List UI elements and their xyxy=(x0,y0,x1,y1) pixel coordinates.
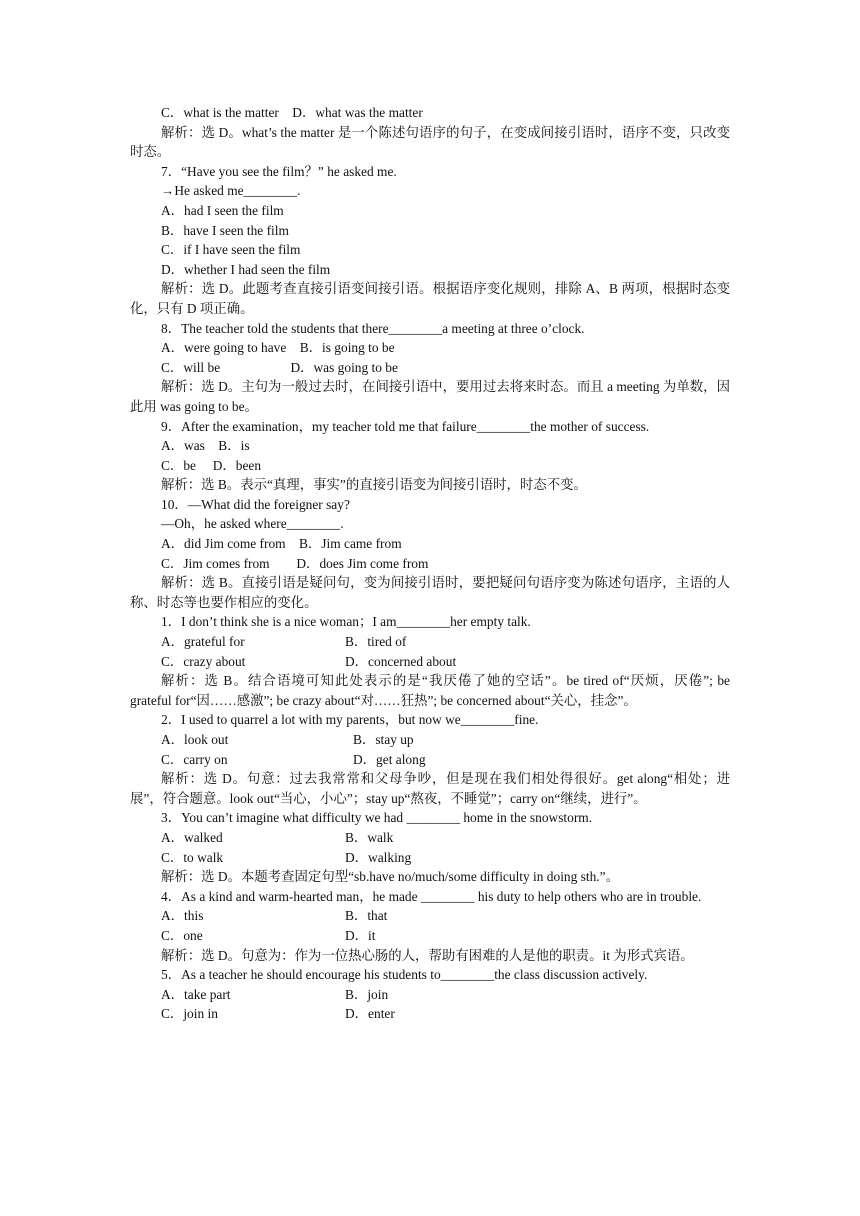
text-paragraph: 解析：选 B。直接引语是疑问句，变为间接引语时，要把疑问句语序变为陈述句语序，主语的人称、时态等也要作相应的变化。 xyxy=(130,575,730,610)
option-row xyxy=(130,985,730,1005)
option-right: B．join xyxy=(345,986,389,1002)
text-paragraph: 解析：选 D。此题考查直接引语变间接引语。根据语序变化规则，排除 A、B 两项，根据时态变化，只有 D 项正确。 xyxy=(130,281,730,316)
text-line: 8．The teacher told the students that there________a meeting at three o’clock. xyxy=(161,320,585,336)
option-left: C．join in xyxy=(161,1006,218,1022)
text-paragraph: 解析：选 D。句意：过去我常常和父母争吵，但是现在我们相处得很好。get along“相处；进展”，符合题意。look out“当心，小心”；stay up“熬夜，不睡觉”；carry on“继续，进行”。 xyxy=(130,771,730,806)
text-paragraph: 解析：选 D。主句为一般过去时，在间接引语中，要用过去将来时态。而且 a meeting 为单数，因此用 was going to be。 xyxy=(130,379,730,414)
option-row xyxy=(130,652,730,672)
option-left: C．one xyxy=(161,927,203,943)
text-line: B．have I seen the film xyxy=(161,222,289,238)
option-left: C．to walk xyxy=(161,849,224,865)
option-right: B．stay up xyxy=(353,732,414,747)
text-line: A．were going to have B．is going to be xyxy=(161,340,395,356)
text-line: C．will be D．was going to be xyxy=(161,359,398,375)
text-line: D．whether I had seen the film xyxy=(161,261,331,277)
option-row xyxy=(130,848,730,868)
option-right: D．concerned about xyxy=(345,653,457,669)
text-line: 2．I used to quarrel a lot with my parents，but now we________fine. xyxy=(161,712,539,728)
text-paragraph: 4．As a kind and warm-hearted man，he made ________ his duty to help others who are in trouble. xyxy=(161,888,702,904)
option-right: D．walking xyxy=(345,849,412,865)
option-left: A．take part xyxy=(161,986,231,1002)
text-paragraph: 解析：选 D。what’s the matter 是一个陈述句语序的句子，在变成间接引语时，语序不变，只改变时态。 xyxy=(130,124,730,160)
option-right: B．tired of xyxy=(345,634,407,650)
text-line: A．was B．is xyxy=(161,438,250,454)
option-left: A．look out xyxy=(161,732,229,747)
option-row xyxy=(130,750,730,770)
text-paragraph: 解析：选 D。本题考查固定句型“sb.have no/much/some difficulty in doing sth.”。 xyxy=(161,869,619,885)
option-right: D．enter xyxy=(345,1006,395,1022)
text-line: —Oh，he asked where________. xyxy=(161,516,344,532)
text-line: C．Jim comes from D．does Jim come from xyxy=(161,555,429,571)
option-right: B．that xyxy=(345,908,388,924)
option-row xyxy=(130,632,730,652)
text-paragraph: 解析：选 B。表示“真理，事实”的直接引语变为间接引语时，时态不变。 xyxy=(161,477,587,493)
option-row xyxy=(130,926,730,946)
option-row xyxy=(130,1004,730,1024)
option-right: D．it xyxy=(345,927,376,943)
option-left: C．carry on xyxy=(161,751,228,767)
option-right: D．get along xyxy=(353,751,426,767)
text-line: 7．“Have you see the film？” he asked me. xyxy=(161,163,397,179)
option-left: A．grateful for xyxy=(161,634,245,650)
option-left: A．walked xyxy=(161,829,223,845)
text-line: 9．After the examination，my teacher told me that failure________the mother of success. xyxy=(161,418,650,434)
text-line: 10．—What did the foreigner say? xyxy=(161,496,350,512)
text-line: 1．I don’t think she is a nice woman；I am________her empty talk. xyxy=(161,614,531,630)
text-line: C．if I have seen the film xyxy=(161,242,301,258)
text-line: C．be D．been xyxy=(161,457,262,473)
text-line: A．had I seen the film xyxy=(161,202,284,218)
option-right: B．walk xyxy=(345,829,394,845)
text-paragraph: 解析：选 B。结合语境可知此处表示的是“我厌倦了她的空话”。be tired of“厌烦，厌倦”; be grateful for“因……感激”; be crazy about“对……狂热”; be concerned about“关心，挂念”。 xyxy=(130,673,730,708)
text-paragraph: 解析：选 D。句意为：作为一位热心肠的人，帮助有困难的人是他的职责。it 为形式宾语。 xyxy=(161,947,694,963)
document-page xyxy=(130,103,730,1024)
option-row xyxy=(130,828,730,848)
text-line: 3．You can’t imagine what difficulty we had ________ home in the snowstorm. xyxy=(161,810,593,826)
text-line: A．did Jim come from B．Jim came from xyxy=(161,536,402,552)
option-left: C．crazy about xyxy=(161,653,246,669)
text-line: →He asked me________. xyxy=(161,183,301,199)
option-row xyxy=(130,906,730,926)
option-row xyxy=(130,730,730,750)
text-line: C．what is the matter D．what was the matter xyxy=(161,105,423,120)
text-line: 5．As a teacher he should encourage his students to________the class discussion actively. xyxy=(161,967,648,983)
option-left: A．this xyxy=(161,908,204,924)
